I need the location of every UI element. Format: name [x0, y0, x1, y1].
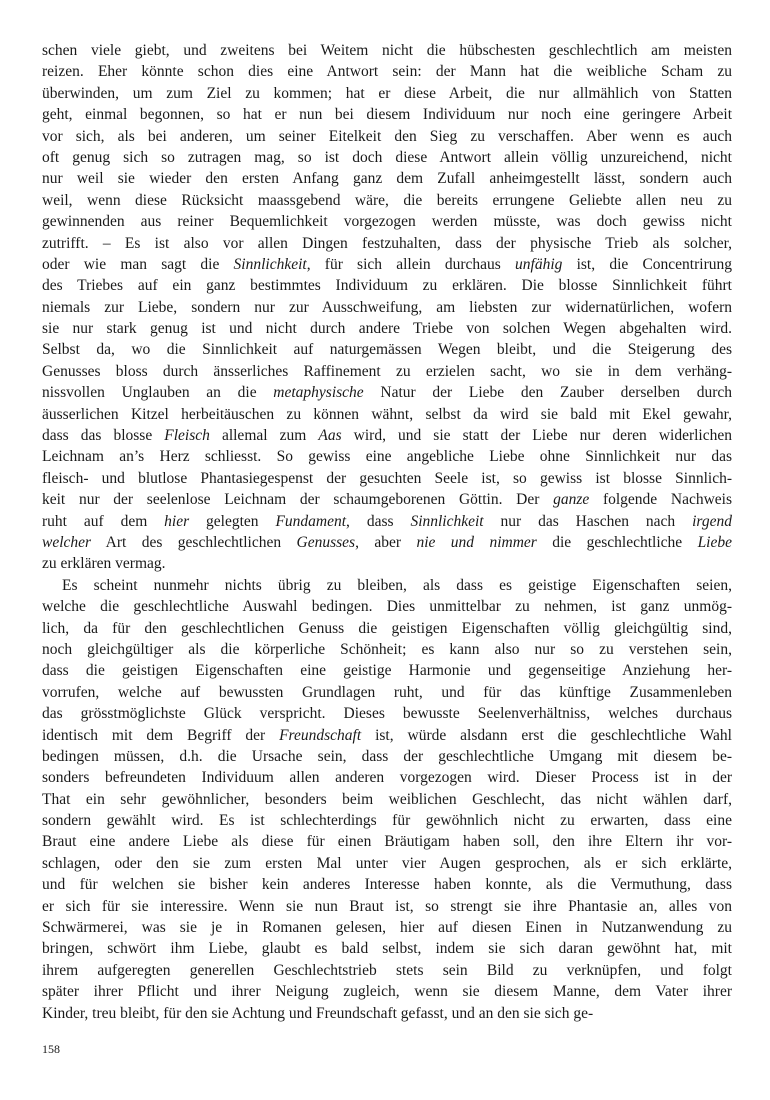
text-run: , dass: [346, 512, 411, 530]
text-line: [42, 896, 732, 917]
text-run: fleisch- und blutlose Phantasiegespenst der gesuchten Seele ist, so gewiss ist blosse Sinnlich-: [42, 469, 732, 487]
text-line: [42, 874, 732, 895]
text-run: nissvollen Unglauben an die: [42, 384, 274, 402]
emphasis-text: Freundschaft: [279, 726, 362, 744]
text-run: wird, und sie statt der Liebe nur deren widerlichen: [341, 427, 732, 445]
emphasis-text: Fleisch: [164, 427, 210, 445]
text-run: des Triebes auf ein ganz bestimmtes Individuum zu erklären. Die blosse Sinnlichkeit führt: [42, 277, 732, 295]
text-line: [42, 917, 732, 938]
text-line: [42, 339, 732, 360]
text-run: , für sich allein durchaus: [306, 255, 516, 273]
text-line: [42, 682, 732, 703]
text-run: Natur der Liebe den Zauber derselben durch: [363, 384, 732, 402]
text-line: [42, 446, 732, 467]
text-line: [42, 489, 732, 510]
text-line: [42, 1003, 732, 1024]
emphasis-text: Fundament: [275, 512, 347, 530]
emphasis-text: Sinnlichkeit: [410, 512, 484, 530]
page-number: 158: [42, 1042, 60, 1056]
text-run: Leichnam an’s Herz schliesst. So gewiss eine angebliche Liebe ohne Sinnlichkeit nur das: [42, 448, 732, 466]
text-line: [42, 767, 732, 788]
text-line: [42, 810, 732, 831]
text-run: Es scheint nunmehr nichts übrig zu bleiben, als dass es geistige Eigenschaften seien,: [62, 576, 732, 594]
text-line: [42, 425, 732, 446]
page-body: [42, 40, 732, 1024]
text-run: gewinnenden aus reiner Bequemlichkeit vorgezogen werden müsste, was doch gewiss nicht: [42, 213, 732, 231]
text-run: zutrifft. – Es ist also vor allen Dingen festzuhalten, dass der physische Trieb als solcher,: [42, 234, 732, 252]
text-run: weil, wenn diese Rücksicht maassgebend wäre, die bereits errungene Geliebte allen neu zu: [42, 191, 732, 209]
text-line: [42, 853, 732, 874]
text-run: allemal zum: [209, 427, 319, 445]
text-line: [42, 639, 732, 660]
text-run: , aber: [355, 533, 417, 551]
text-line: [42, 190, 732, 211]
text-run: und für welchen sie bisher kein anderes Interesse haben konnte, als die Vermuthung, dass: [42, 876, 732, 894]
text-run: bringen, schwört ihm Liebe, glaubt es bald selbst, indem sie sich daran gewöhnt hat, mit: [42, 940, 732, 958]
text-line: [42, 297, 732, 318]
text-line: [42, 703, 732, 724]
emphasis-text: welcher: [42, 533, 92, 551]
text-line: [42, 147, 732, 168]
text-line: [42, 596, 732, 617]
text-line: [42, 575, 732, 596]
text-run: sie nur stark genug ist und nicht durch andere Triebe von solchen Wegen abgehalten wird.: [42, 320, 732, 338]
emphasis-text: irgend: [692, 512, 732, 530]
text-line: [42, 233, 732, 254]
text-run: Selbst da, wo die Sinnlichkeit auf naturgemässen Wegen bleibt, und die Steigerung des: [42, 341, 732, 359]
text-line: [42, 382, 732, 403]
text-run: noch gleichgültiger als die körperliche Schönheit; es kann also nur so zu verstehen sein,: [42, 640, 732, 658]
text-line: [42, 254, 732, 275]
text-line: [42, 468, 732, 489]
text-line: [42, 211, 732, 232]
text-run: Braut eine andere Liebe als diese für einen Bräutigam haben soll, den ihre Eltern ihr vor-: [42, 833, 732, 851]
text-run: ihrem aufgeregten generellen Geschlechtstrieb stets sein Bild zu verknüpfen, und folgt: [42, 961, 732, 979]
text-run: Kinder, treu bleibt, für den sie Achtung und Freundschaft gefasst, und an den sie sich ge-: [42, 1004, 594, 1022]
text-run: keit nur der seelenlose Leichnam der schaumgeborenen Göttin. Der: [42, 491, 554, 509]
text-line: [42, 553, 732, 574]
text-line: [42, 660, 732, 681]
text-run: sondern gewählt wird. Es ist schlechterdings für gewöhnlich nicht zu erwarten, dass eine: [42, 812, 732, 830]
text-run: Art des geschlechtlichen: [91, 533, 297, 551]
emphasis-text: nie und nimmer: [416, 533, 537, 551]
text-line: [42, 61, 732, 82]
text-line: [42, 746, 732, 767]
text-line: [42, 938, 732, 959]
text-line: [42, 404, 732, 425]
emphasis-text: Aas: [318, 427, 342, 445]
text-run: ist, würde alsdann erst die geschlechtliche Wahl: [361, 726, 732, 744]
text-line: [42, 981, 732, 1002]
text-line: [42, 318, 732, 339]
text-line: [42, 168, 732, 189]
text-run: folgende Nachweis: [589, 491, 732, 509]
text-run: dass das blosse: [42, 427, 165, 445]
text-line: [42, 532, 732, 553]
text-run: vorrufen, welche auf bewussten Grundlagen ruht, und für das künftige Zusammenleben: [42, 683, 732, 701]
emphasis-text: metaphysische: [273, 384, 364, 402]
paragraph-2: [42, 575, 732, 1024]
emphasis-text: Sinnlichkeit: [233, 255, 307, 273]
text-line: [42, 361, 732, 382]
emphasis-text: ganze: [553, 491, 590, 509]
text-run: bedingen müssen, d.h. die Ursache sein, dass der geschlechtliche Umgang mit diesem be-: [42, 747, 732, 765]
text-line: [42, 960, 732, 981]
text-line: [42, 511, 732, 532]
emphasis-text: Genusses: [296, 533, 356, 551]
text-run: gelegten: [189, 512, 276, 530]
paragraph-1: [42, 40, 732, 575]
text-run: ruht auf dem: [42, 512, 165, 530]
text-line: [42, 126, 732, 147]
text-run: lich, da für den geschlechtlichen Genuss die geistigen Eigenschaften völlig gleichgültig sind,: [42, 619, 732, 637]
text-run: später ihrer Pflicht und ihrer Neigung zugleich, wenn sie diesem Manne, dem Vater ihrer: [42, 983, 732, 1001]
text-line: [42, 789, 732, 810]
text-run: reizen. Eher könnte schon dies eine Antwort sein: der Mann hat die weibliche Scham zu: [42, 63, 732, 81]
text-line: [42, 275, 732, 296]
text-run: schlagen, oder den sie zum ersten Mal unter vier Augen gesprochen, als er sich erklärte,: [42, 854, 732, 872]
text-run: Genusses bloss durch änsserliches Raffinement zu erzielen sacht, wo sie in dem verhäng-: [42, 362, 732, 380]
emphasis-text: hier: [164, 512, 190, 530]
text-run: dass die geistigen Eigenschaften eine geistige Harmonie und gegenseitige Anziehung her-: [42, 662, 732, 680]
text-run: oft genug sich so zutragen mag, so ist doch diese Antwort allein völlig unzureichend, nicht: [42, 148, 732, 166]
text-line: [42, 83, 732, 104]
emphasis-text: unfähig: [515, 255, 563, 273]
text-run: äusserlichen Kitzel herbeitäuschen zu können wähnt, selbst da wird sie bald mit Ekel gewahr,: [42, 405, 732, 423]
text-run: zu erklären vermag.: [42, 555, 166, 573]
text-run: welche die geschlechtliche Auswahl bedingen. Dies unmittelbar zu nehmen, ist ganz unmög-: [42, 598, 732, 616]
text-line: [42, 831, 732, 852]
text-run: sonders befreundeten Individuum allen anderen vorgezogen wird. Dieser Process ist in der: [42, 769, 732, 787]
text-line: [42, 618, 732, 639]
emphasis-text: Liebe: [697, 533, 732, 551]
text-run: überwinden, um zum Ziel zu kommen; hat er diese Arbeit, die nur allmählich von Statten: [42, 84, 732, 102]
text-run: er sich für sie interessire. Wenn sie nun Braut ist, so strengt sie ihre Phantasie an, alles von: [42, 897, 732, 915]
text-line: [42, 725, 732, 746]
text-run: vor sich, als bei anderen, um seiner Eitelkeit den Sieg zu verschaffen. Aber wenn es auch: [42, 127, 732, 145]
text-run: Schwärmerei, was sie je in Romanen gelesen, hier auf diesen Einen in Nutzanwendung zu: [42, 919, 732, 937]
text-run: geht, einmal begonnen, so hat er nun bei diesem Individuum nur noch eine geringere Arbeit: [42, 106, 732, 124]
text-run: nur das Haschen nach: [483, 512, 693, 530]
text-line: [42, 40, 732, 61]
text-run: die geschlechtliche: [536, 533, 698, 551]
text-run: das grösstmöglichste Glück verspricht. Dieses bewusste Seelenverhältniss, welches durchaus: [42, 705, 732, 723]
text-line: [42, 104, 732, 125]
text-run: niemals zur Liebe, sondern nur zur Ausschweifung, am liebsten zur widernatürlichen, wofern: [42, 298, 732, 316]
text-run: That ein sehr gewöhnlicher, besonders beim weiblichen Geschlecht, das nicht wählen darf,: [42, 790, 732, 808]
text-run: identisch mit dem Begriff der: [42, 726, 280, 744]
text-run: oder wie man sagt die: [42, 255, 234, 273]
text-run: ist, die Concentrirung: [562, 255, 732, 273]
text-run: nur weil sie wieder den ersten Anfang ganz dem Zufall anheimgestellt lässt, sondern auch: [42, 170, 732, 188]
text-run: schen viele giebt, und zweitens bei Weitem nicht die hübschesten geschlechtlich am meisten: [42, 42, 732, 59]
